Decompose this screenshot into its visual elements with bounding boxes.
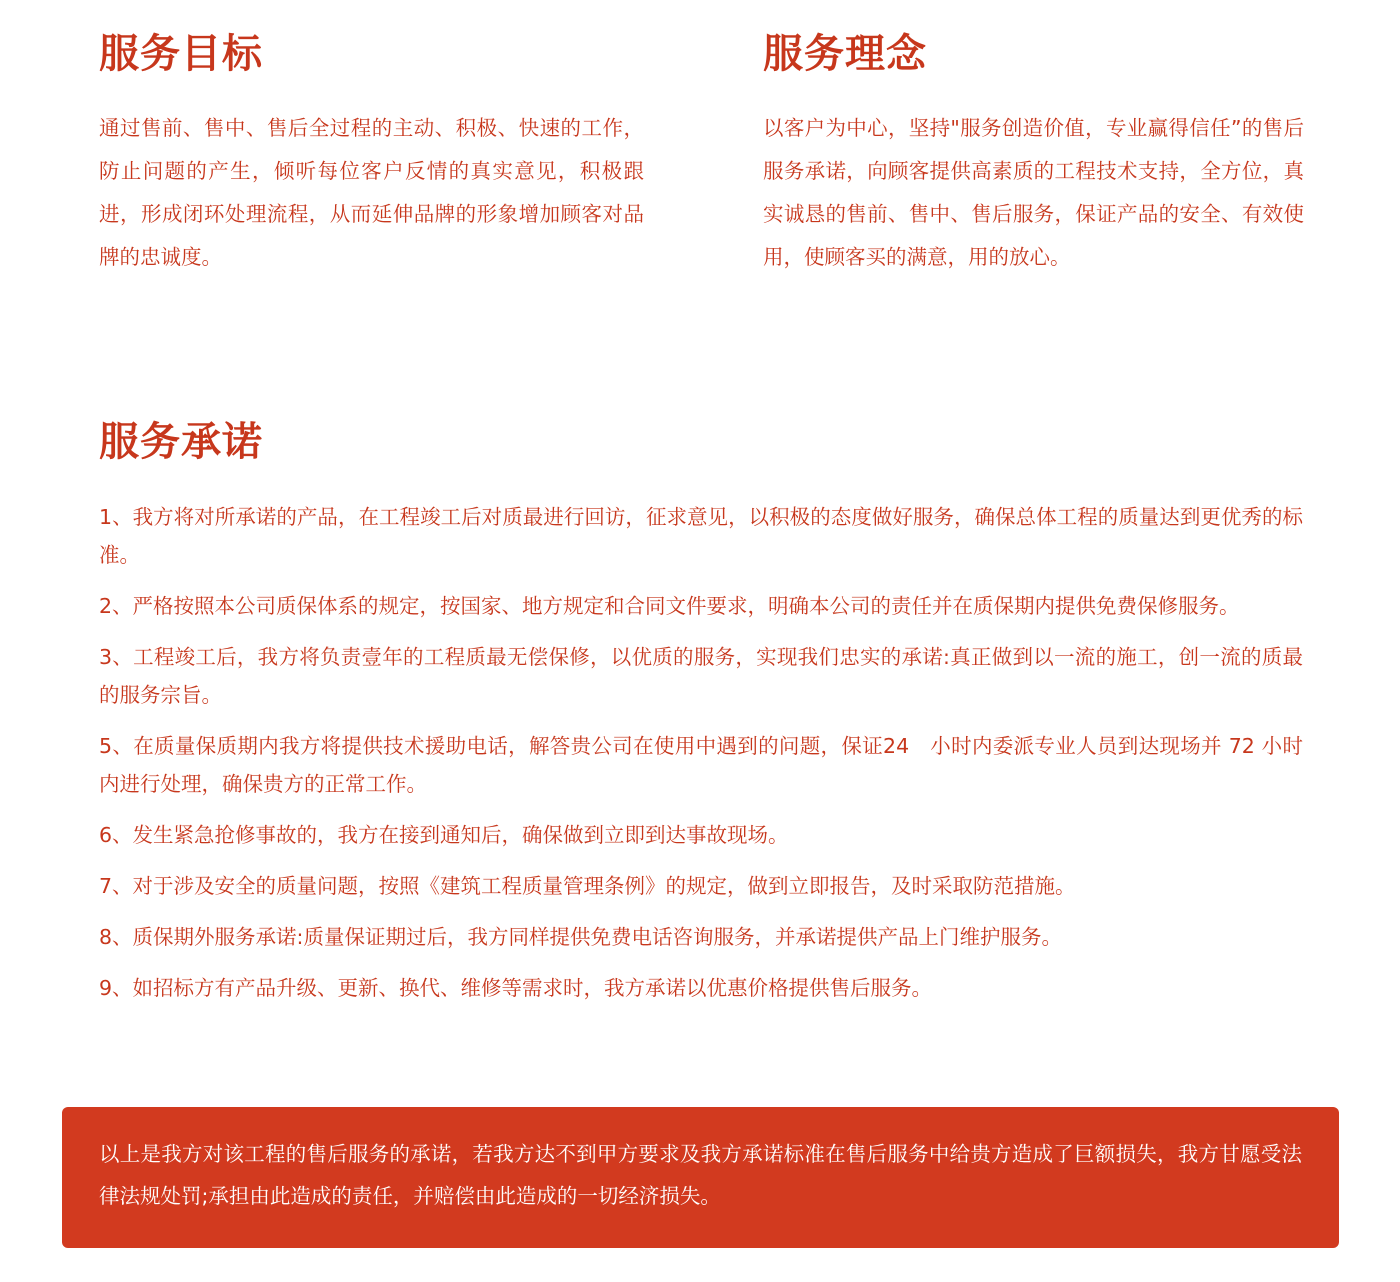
commitment-item: 9、如招标方有产品升级、更新、换代、维修等需求时，我方承诺以优惠价格提供售后服务。 [99,976,933,1000]
commitment-item: 5、在质量保质期内我方将提供技术援助电话，解答贵公司在使用中遇到的问题，保证24 小时内委派专业人员到达现场并 72 小时内进行处理，确保贵方的正常工作。 [99,734,1303,796]
commitment-list [99,498,1303,1020]
commitment-item: 1、我方将对所承诺的产品，在工程竣工后对质最进行回访，征求意见，以积极的态度做好服务，确保总体工程的质量达到更优秀的标准。 [99,505,1303,567]
commitment-item: 3、工程竣工后，我方将负责壹年的工程质最无偿保修，以优质的服务，实现我们忠实的承诺:真正做到以一流的施工，创一流的质最的服务宗旨。 [99,645,1303,707]
closing-statement-text: 以上是我方对该工程的售后服务的承诺，若我方达不到甲方要求及我方承诺标准在售后服务中给贵方造成了巨额损失，我方甘愿受法律法规处罚;承担由此造成的责任，并赔偿由此造成的一切经济损失。 [99,1142,1302,1208]
commitment-item: 7、对于涉及安全的质量问题，按照《建筑工程质量管理条例》的规定，做到立即报告，及时采取防范措施。 [99,874,1076,898]
service-philosophy-title: 服务理念 [763,31,927,77]
service-goal-title: 服务目标 [99,31,263,77]
closing-statement-banner [62,1107,1339,1248]
commitment-item: 6、发生紧急抢修事故的，我方在接到通知后，确保做到立即到达事故现场。 [99,823,789,847]
service-goal-text: 通过售前、售中、售后全过程的主动、积极、快速的工作，防止问题的产生，倾听每位客户反情的真实意见，积极跟进，形成闭环处理流程，从而延伸品牌的形象增加顾客对品牌的忠诚度。 [99,116,644,269]
service-philosophy-text: 以客户为中心，坚持"服务创造价值，专业赢得信任”的售后服务承诺，向顾客提供高素质的工程技术支持，全方位，真实诚恳的售前、售中、售后服务，保证产品的安全、有效使用，使顾客买的满意，用的放心。 [763,116,1304,269]
commitment-item: 2、严格按照本公司质保体系的规定，按国家、地方规定和合同文件要求，明确本公司的责任并在质保期内提供免费保修服务。 [99,594,1240,618]
commitment-item: 8、质保期外服务承诺:质量保证期过后，我方同样提供免费电话咨询服务，并承诺提供产品上门维护服务。 [99,925,1062,949]
service-commitment-title: 服务承诺 [99,419,263,465]
